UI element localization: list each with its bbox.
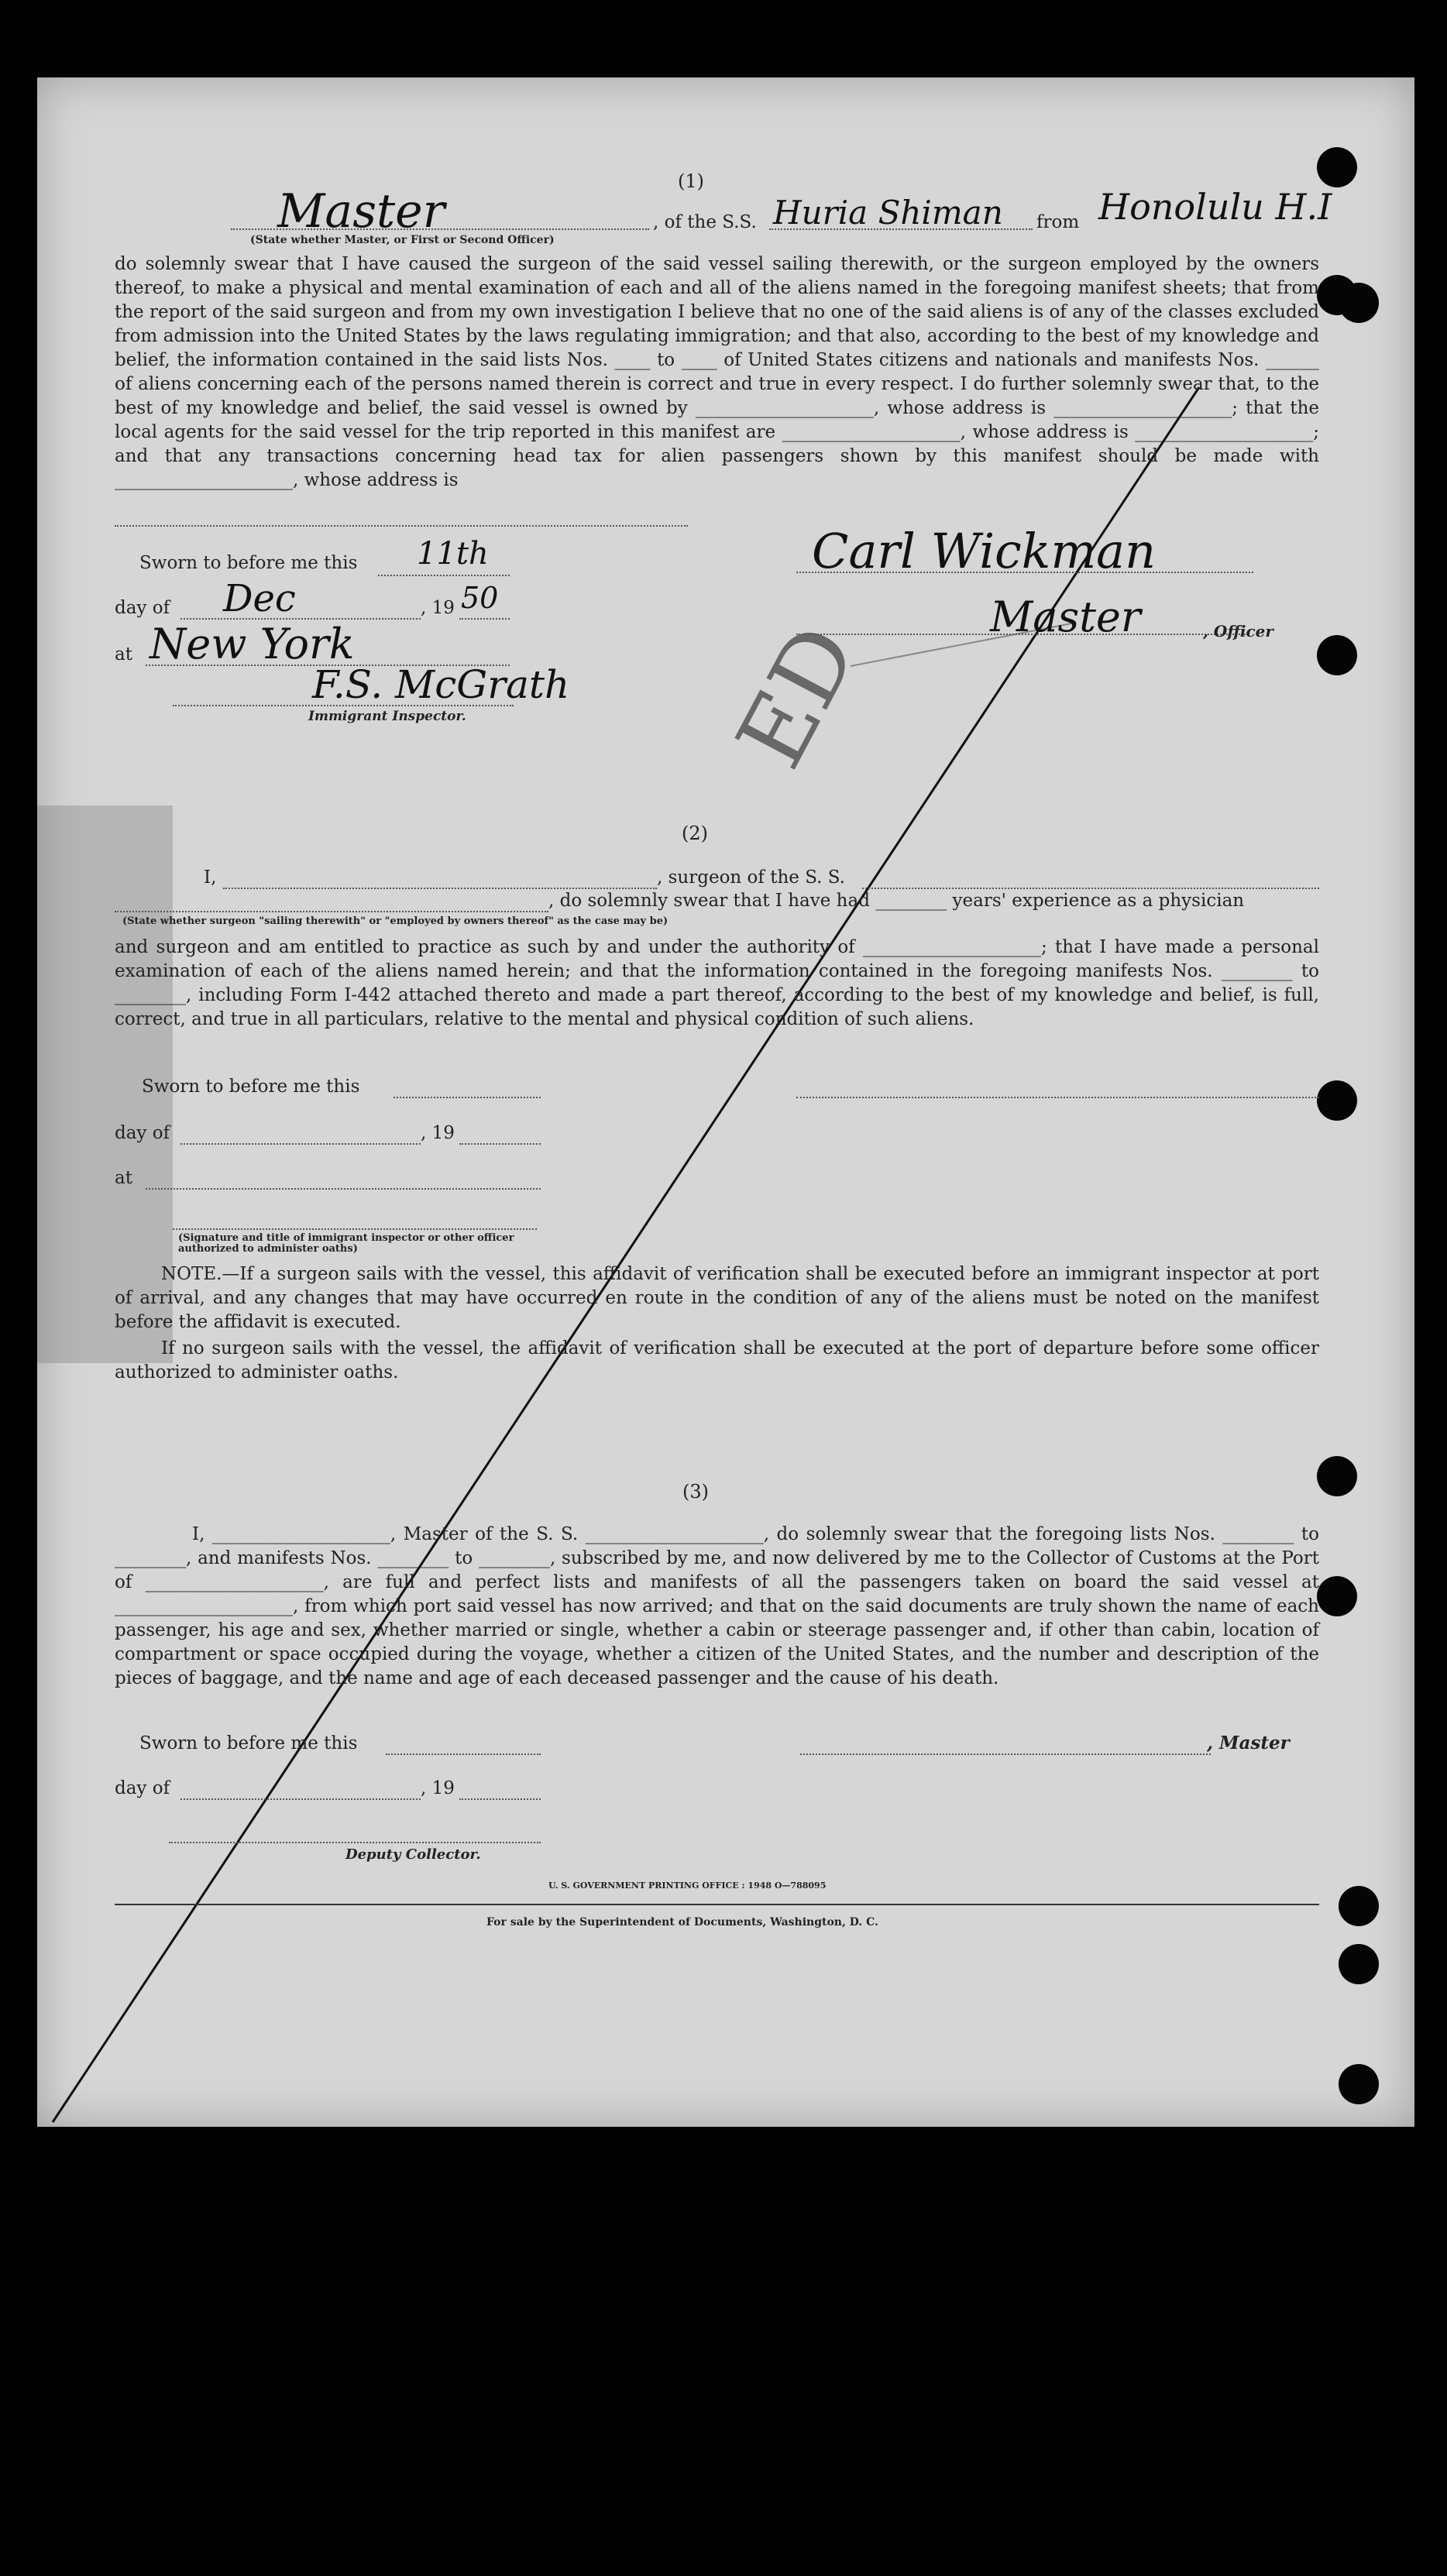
inspector-signature: F.S. McGrath (312, 662, 570, 707)
printing-office: U. S. GOVERNMENT PRINTING OFFICE : 1948 O—788095 (548, 1880, 827, 1891)
officer-caption: , Officer (1203, 622, 1273, 641)
officer-signature: Carl Wickman (812, 523, 1157, 579)
swear-line: , do solemnly swear that I have had ________ years' experience as a physician (548, 891, 1245, 911)
section-number: (1) (678, 170, 704, 192)
stamp-text: ED (717, 608, 879, 785)
ship-name: Huria Shiman (773, 194, 1003, 232)
note-paragraph-1: NOTE.—If a surgeon sails with the vessel, this affidavit of verification shall be executed before an immigrant inspector at port of arrival, and any changes that may have occurred en route in the condition of any of the aliens must be noted on the manifest before the affidavit is executed. (115, 1264, 1319, 1332)
day-of-label: day of (115, 598, 170, 618)
section2-paragraph: and surgeon and am entitled to practice as such by and under the authority of ____________________; that I have made a personal examination of each of the aliens named herein; and that the information contained in the foregoing manifests Nos. ________ to ________, including Form I-442 attached thereto and made a part thereof, according to the best of my knowledge and belief, is full, correct, and true in all particulars, relative to the mental and physical condition of such aliens. (115, 937, 1319, 1029)
section1-paragraph: do solemnly swear that I have caused the surgeon of the said vessel sailing therewith, or the surgeon employed by the owners thereof, to make a physical and mental examination of each and all of the aliens named in the foregoing manifest sheets; that from the report of the said surgeon and from my own investigation I believe that no one of the said aliens is of any of the classes excluded from admission into the United States by the laws regulating immigration; and that also, according to the best of my knowledge and belief, the information contained in the said lists Nos. ____ to ____ of United States citizens and nationals and manifests Nos. ______ of aliens concerning each of the persons named therein is correct and true in every respect. I do further solemnly swear that, to the best of my knowledge and belief, the said vessel is owned by ____________________, whose address is ____________________; that the local agents for the said vessel for the trip reported in this manifest are ____________________, whose address is ____________________; and that any transactions concerning head tax for alien passengers shown by this manifest should be made with ____________________, whose address is (115, 254, 1319, 490)
year-label: , 19 (421, 1123, 455, 1143)
month: Dec (223, 577, 296, 620)
place: New York (150, 620, 355, 668)
section-number: (2) (682, 823, 708, 844)
section-number: (3) (682, 1481, 709, 1503)
year-prefix: , 19 (421, 598, 455, 618)
sale-notice: For sale by the Superintendent of Documents, Washington, D. C. (486, 1916, 878, 1929)
from-label: from (1036, 212, 1080, 232)
day-of-label: day of (115, 1778, 170, 1798)
section3-paragraph: I, ____________________, Master of the S. S. ____________________, do solemnly swear that the foregoing lists Nos. ________ to ________, and manifests Nos. ________ to ________, subscribed by me, and now delivered by me to the Collector of Customs at the Port of ____________________, are full and perfect lists and manifests of all the passengers taken on board the said vessel at ____________________, from which port said vessel has now arrived; and that on the said documents are truly shown the name of each passenger, his age and sex, whether married or single, whether a cabin or steerage passenger and, if other than cabin, location of compartment or space occupied during the voyage, whether a citizen of the United States, and the number and description of the pieces of baggage, and the name and age of each deceased passenger and the cause of his death. (115, 1524, 1319, 1688)
day-of-label: day of (115, 1123, 170, 1143)
at-label: at (115, 1168, 132, 1188)
of-the-ss-label: , of the S.S. (653, 212, 757, 232)
officer-title: Master (990, 592, 1141, 641)
sworn-label: Sworn to before me this (142, 1077, 360, 1097)
sworn-day: 11th (417, 536, 489, 572)
from-place: Honolulu H.I (1098, 186, 1332, 228)
surgeon-of-label: , surgeon of the S. S. (657, 867, 845, 888)
master-caption: , Master (1207, 1733, 1290, 1753)
surgeon-caption: (State whether surgeon "sailing therewith" or "employed by owners thereof" as the case may be) (122, 915, 669, 927)
year-label: , 19 (421, 1778, 455, 1798)
year-suffix: 50 (461, 581, 499, 615)
at-label: at (115, 644, 132, 665)
i-label: I, (204, 867, 217, 888)
master-handwritten: Master (277, 184, 445, 239)
note-paragraph-2: If no surgeon sails with the vessel, the affidavit of verification shall be executed at the port of departure before some officer authorized to administer oaths. (115, 1338, 1319, 1382)
sworn-label: Sworn to before me this (139, 1733, 358, 1753)
sworn-label: Sworn to before me this (139, 553, 358, 573)
collector-caption: Deputy Collector. (345, 1846, 481, 1863)
master-caption: (State whether Master, or First or Second Officer) (250, 234, 555, 246)
inspector-caption: Immigrant Inspector. (308, 709, 466, 724)
document-page (37, 77, 1414, 2127)
signature-caption: (Signature and title of immigrant inspector or other officer authorized to administer oaths) (178, 1232, 514, 1255)
